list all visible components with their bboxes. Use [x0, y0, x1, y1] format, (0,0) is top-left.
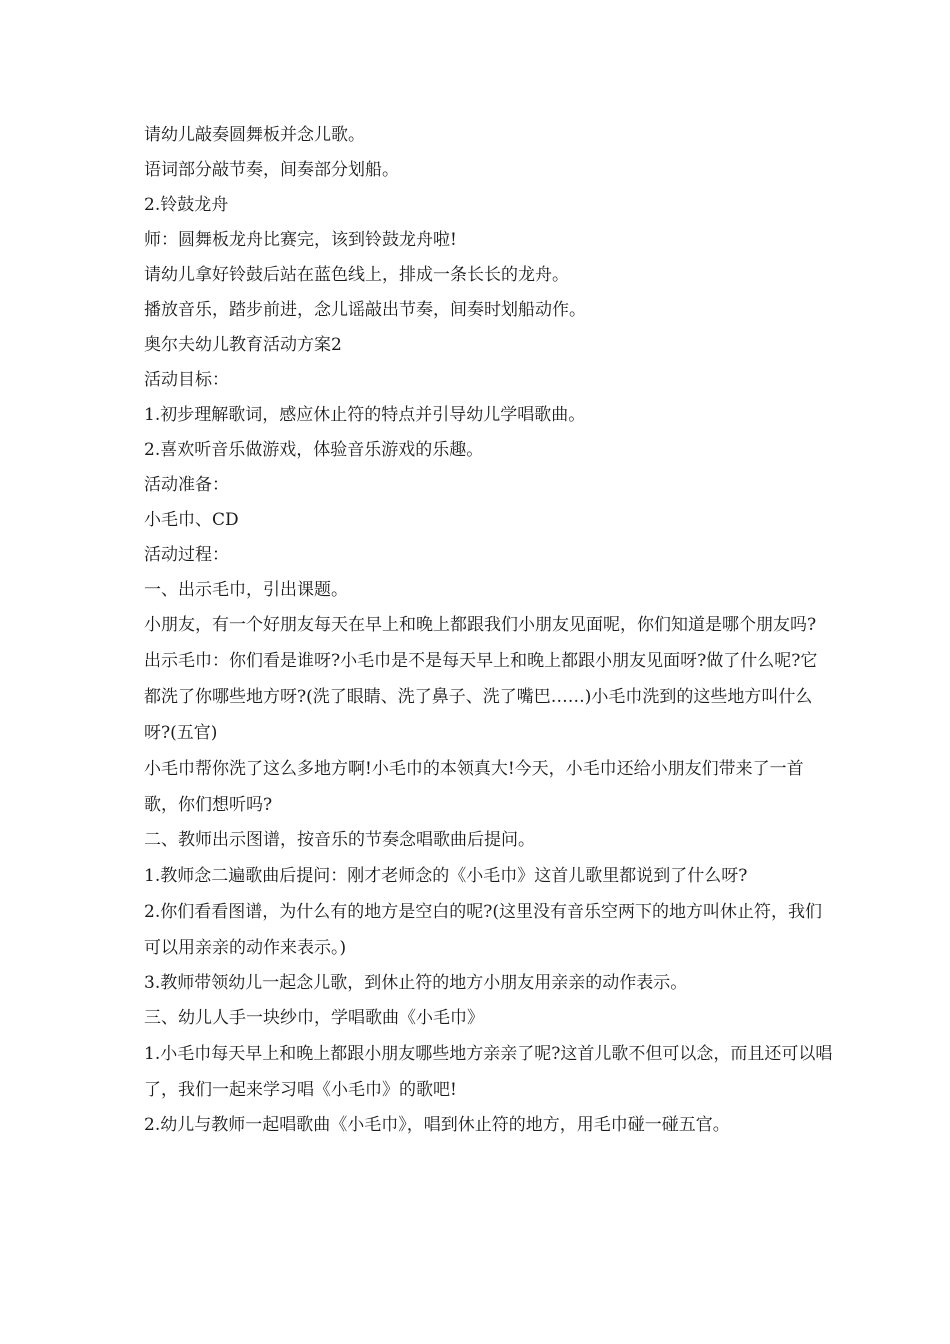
document-title: 奥尔夫幼儿教育活动方案2 [144, 335, 342, 355]
paragraph: 1.小毛巾每天早上和晚上都跟小朋友哪些地方亲亲了呢?这首儿歌不但可以念，而且还可以唱了，我们一起来学习唱《小毛巾》的歌吧! [144, 1044, 833, 1100]
section-heading: 活动准备： [144, 475, 229, 495]
section-heading: 2.铃鼓龙舟 [144, 195, 229, 215]
section-heading: 活动过程： [144, 545, 229, 565]
paragraph: 2.幼儿与教师一起唱歌曲《小毛巾》，唱到休止符的地方，用毛巾碰一碰五官。 [144, 1115, 730, 1135]
paragraph: 请幼儿敲奏圆舞板并念儿歌。 [144, 125, 365, 145]
paragraph: 2.喜欢听音乐做游戏，体验音乐游戏的乐趣。 [144, 440, 484, 460]
section-heading: 活动目标： [144, 370, 229, 390]
paragraph: 3.教师带领幼儿一起念儿歌，到休止符的地方小朋友用亲亲的动作表示。 [144, 973, 688, 993]
document-body [144, 118, 834, 1143]
paragraph: 请幼儿拿好铃鼓后站在蓝色线上，排成一条长长的龙舟。 [144, 265, 569, 285]
paragraph: 2.你们看看图谱，为什么有的地方是空白的呢?(这里没有音乐空两下的地方叫休止符，我们可以用亲亲的动作来表示。) [144, 902, 822, 958]
paragraph: 1.初步理解歌词，感应休止符的特点并引导幼儿学唱歌曲。 [144, 405, 586, 425]
paragraph: 小朋友，有一个好朋友每天在早上和晚上都跟我们小朋友见面呢，你们知道是哪个朋友吗? [144, 615, 817, 635]
paragraph: 语词部分敲节奏，间奏部分划船。 [144, 160, 399, 180]
paragraph: 1.教师念二遍歌曲后提问：刚才老师念的《小毛巾》这首儿歌里都说到了什么呀? [144, 866, 748, 886]
section-heading: 一、出示毛巾，引出课题。 [144, 580, 348, 600]
paragraph: 师：圆舞板龙舟比赛完，该到铃鼓龙舟啦! [144, 230, 457, 250]
paragraph: 出示毛巾：你们看是谁呀?小毛巾是不是每天早上和晚上都跟小朋友见面呀?做了什么呢?它都洗了你哪些地方呀?(洗了眼睛、洗了鼻子、洗了嘴巴……)小毛巾洗到的这些地方叫什么呀?(五官) [144, 651, 818, 743]
paragraph: 小毛巾、CD [144, 510, 239, 530]
section-heading: 二、教师出示图谱，按音乐的节奏念唱歌曲后提问。 [144, 830, 535, 850]
paragraph: 播放音乐，踏步前进，念儿谣敲出节奏，间奏时划船动作。 [144, 300, 586, 320]
paragraph: 小毛巾帮你洗了这么多地方啊!小毛巾的本领真大!今天，小毛巾还给小朋友们带来了一首歌，你们想听吗? [144, 759, 804, 815]
section-heading: 三、幼儿人手一块纱巾，学唱歌曲《小毛巾》 [144, 1008, 484, 1028]
